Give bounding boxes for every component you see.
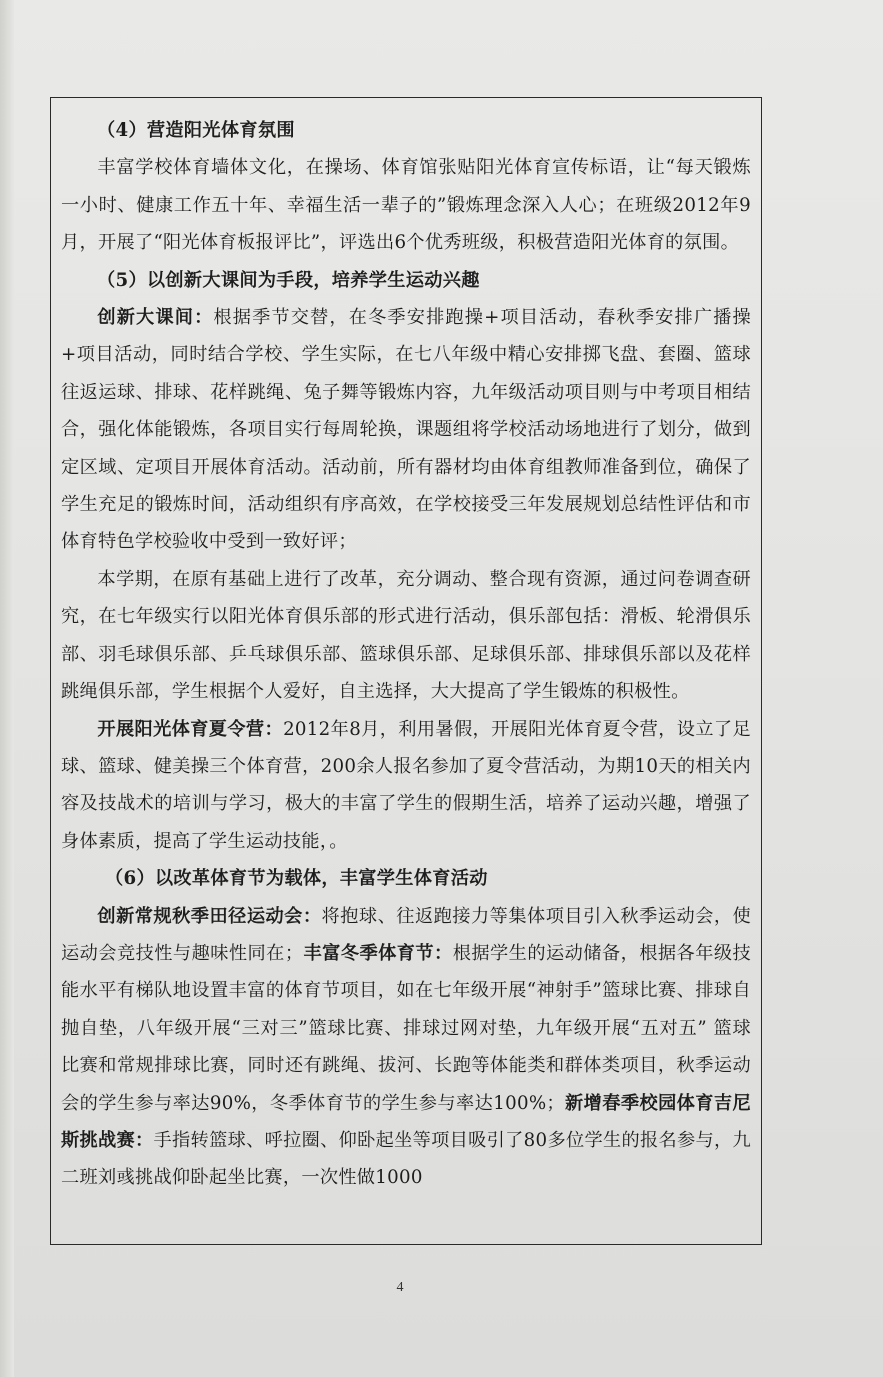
lead-innovative-break: 创新大课间： <box>97 307 214 329</box>
lead-winter-sports-festival: 丰富冬季体育节： <box>303 942 453 964</box>
paragraph-text: 根据学生的运动储备，根据各年级技能水平有梯队地设置丰富的体育节项目，如在七年级开展“神射手”篮球比赛、排球自抛自垫，八年级开展“三对三”篮球比赛、排球过网对垫，九年级开展“五对五” 篮球比赛和常规排球比赛，同时还有跳绳、拔河、长跑等体能类和群体类项目，秋季运动会的学生参与率达90%，冬季体育节的学生参与率达100%； <box>61 942 751 1114</box>
section-5-paragraph-2: 本学期，在原有基础上进行了改革，充分调动、整合现有资源，通过问卷调查研究，在七年级实行以阳光体育俱乐部的形式进行活动，俱乐部包括：滑板、轮滑俱乐部、羽毛球俱乐部、乒乓球俱乐部、篮球俱乐部、足球俱乐部、排球俱乐部以及花样跳绳俱乐部，学生根据个人爱好，自主选择，大大提高了学生锻炼的积极性。 <box>61 568 751 703</box>
paragraph-text: 根据季节交替，在冬季安排跑操+项目活动，春秋季安排广播操+项目活动，同时结合学校、学生实际，在七八年级中精心安排掷飞盘、套圈、篮球往返运球、排球、花样跳绳、兔子舞等锻炼内容，九年级活动项目则与中考项目相结合，强化体能锻炼，各项目实行每周轮换，课题组将学校活动场地进行了划分，做到定区域、定项目开展体育活动。活动前，所有器材均由体育组教师准备到位，确保了学生充足的锻炼时间，活动组织有序高效，在学校接受三年发展规划总结性评估和市体育特色学校验收中受到一致好评； <box>61 307 751 553</box>
document-body <box>61 112 751 1197</box>
paragraph-text: 2012年8月，利用暑假，开展阳光体育夏令营，设立了足球、篮球、健美操三个体育营，200余人报名参加了夏令营活动，为期10天的相关内容及技战术的培训与学习，极大的丰富了学生的假期生活，培养了运动兴趣，增强了身体素质，提高了学生运动技能，。 <box>61 718 751 852</box>
section-5-paragraph-1 <box>61 299 751 561</box>
lead-autumn-sports-meet: 创新常规秋季田径运动会： <box>97 905 322 927</box>
paragraph-text: 手指转篮球、呼拉圈、仰卧起坐等项目吸引了80多位学生的报名参与，九二班刘彧挑战仰卧起坐比赛，一次性做1000 <box>61 1129 751 1189</box>
section-6-paragraph-1 <box>61 898 751 1197</box>
page-shadow-edge <box>0 0 14 1377</box>
paragraph-text: 将抱球、往返跑接力等集体项目引入秋季运动会，使运动会竞技性与趣味性同在； <box>61 905 751 964</box>
document-frame <box>50 97 762 1245</box>
section-4-paragraph: 丰富学校体育墙体文化，在操场、体育馆张贴阳光体育宣传标语，让“每天锻炼一小时、健康工作五十年、幸福生活一辈子的”锻炼理念深入人心；在班级2012年9月，开展了“阳光体育板报评比”，评选出6个优秀班级，积极营造阳光体育的氛围。 <box>61 157 751 254</box>
lead-spring-guinness-challenge: 新增春季校园体育吉尼斯挑战赛： <box>61 1092 751 1151</box>
section-5-heading: （5）以创新大课间为手段，培养学生运动兴趣 <box>97 269 480 291</box>
section-5-paragraph-3 <box>61 711 751 861</box>
page-number: 4 <box>396 1280 404 1295</box>
section-6-heading: （6）以改革体育节为载体，丰富学生体育活动 <box>105 868 488 890</box>
section-4-heading: （4）营造阳光体育氛围 <box>97 120 295 141</box>
lead-summer-camp: 开展阳光体育夏令营： <box>97 718 284 740</box>
